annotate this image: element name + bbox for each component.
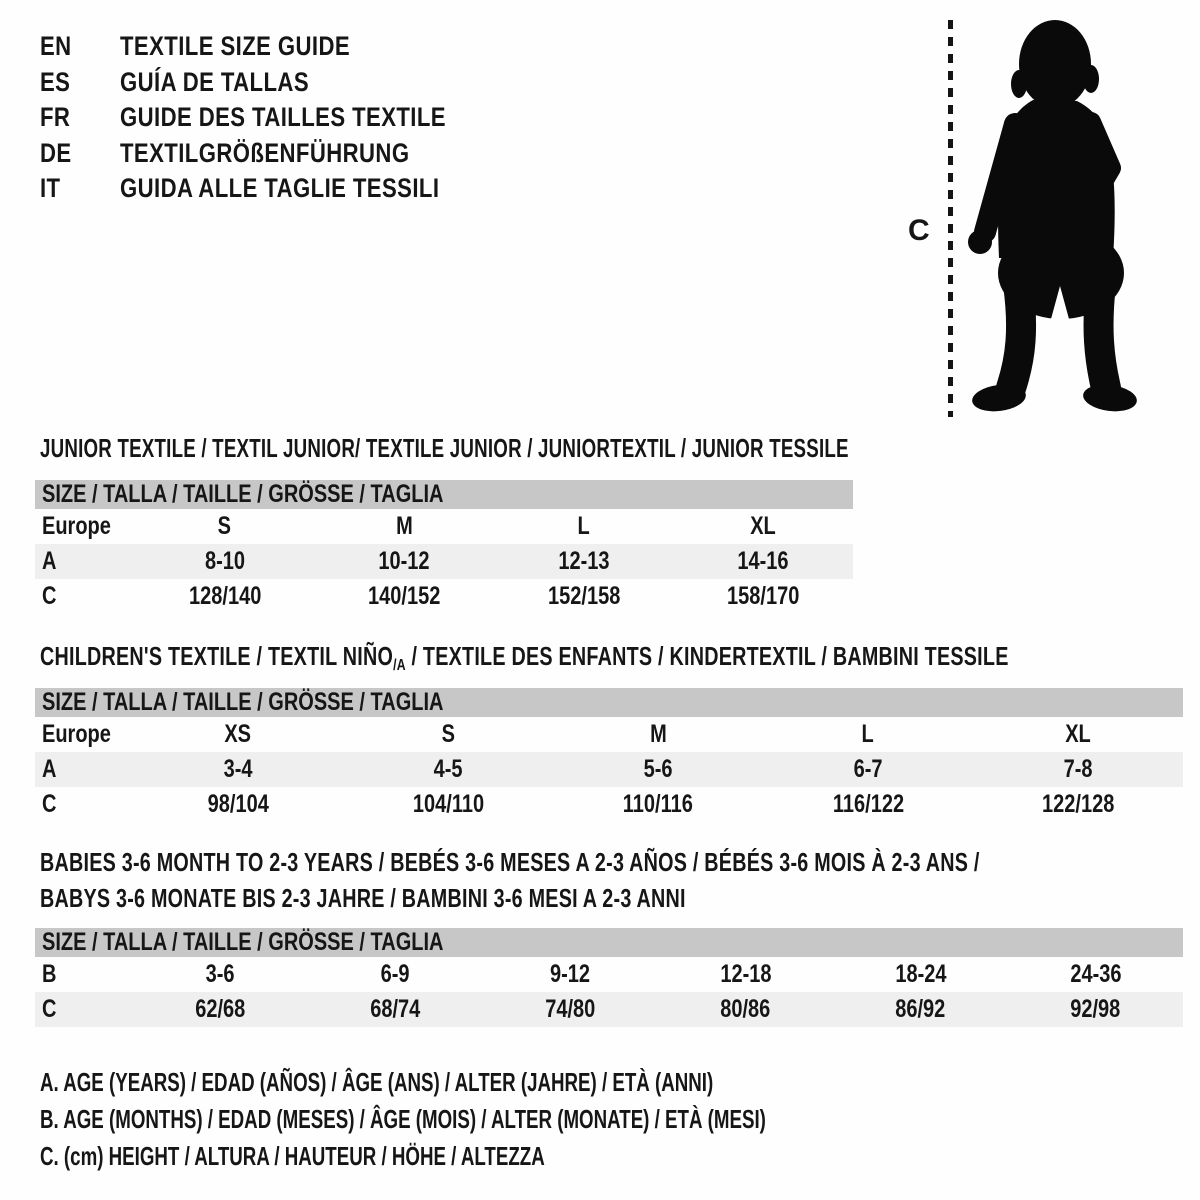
junior-section-title: JUNIOR TEXTILE / TEXTIL JUNIOR/ TEXTILE JUNIOR / JUNIORTEXTIL / JUNIOR TESSILE <box>40 433 849 463</box>
height-value: 122/128 <box>1041 790 1115 818</box>
age-value: 3-4 <box>223 755 253 783</box>
children-height-row <box>35 787 1183 822</box>
language-title-block <box>40 29 518 207</box>
babies-height-row <box>35 992 1183 1027</box>
language-row-it <box>40 171 518 207</box>
age-value: 14-16 <box>737 547 789 575</box>
size-value: L <box>861 720 875 748</box>
babies-section-title-line1: BABIES 3-6 MONTH TO 2-3 YEARS / BEBÉS 3-6 MESES A 2-3 AÑOS / BÉBÉS 3-6 MOIS À 2-3 ANS / <box>40 847 980 877</box>
months-value: 24-36 <box>1069 960 1122 988</box>
language-row-en <box>40 29 518 65</box>
age-value: 4-5 <box>433 755 463 783</box>
children-size-table <box>35 688 1183 822</box>
size-value: M <box>395 512 413 540</box>
guide-title-en: TEXTILE SIZE GUIDE <box>120 31 351 62</box>
months-value: 12-18 <box>719 960 772 988</box>
height-value: 74/80 <box>545 995 596 1023</box>
toddler-silhouette-icon <box>963 18 1140 416</box>
size-value: S <box>441 720 455 748</box>
babies-size-table <box>35 928 1183 1027</box>
size-value: L <box>577 512 590 540</box>
height-value: 152/158 <box>547 582 620 610</box>
junior-size-table <box>35 480 853 614</box>
age-value: 8-10 <box>204 547 245 575</box>
size-header-bar: SIZE / TALLA / TAILLE / GRÖSSE / TAGLIA <box>35 928 1183 957</box>
children-section-title: CHILDREN'S TEXTILE / TEXTIL NIÑO/A / TEXTILE DES ENFANTS / KINDERTEXTIL / BAMBINI TESSILE <box>40 641 1009 674</box>
height-value: 62/68 <box>195 995 246 1023</box>
row-label: B <box>42 960 57 988</box>
guide-title-de: TEXTILGRÖßENFÜHRUNG <box>120 137 410 168</box>
months-value: 6-9 <box>381 960 410 988</box>
row-label: C <box>42 995 57 1023</box>
junior-age-row <box>35 544 853 579</box>
guide-title-es: GUÍA DE TALLAS <box>120 66 310 97</box>
language-code: IT <box>40 173 61 204</box>
size-header-bar: SIZE / TALLA / TAILLE / GRÖSSE / TAGLIA <box>35 688 1183 717</box>
row-label: A <box>42 547 57 575</box>
junior-europe-row <box>35 509 853 544</box>
measurement-legend <box>40 1064 1048 1175</box>
nino-a-subscript: /A <box>393 655 406 674</box>
height-measure-dashed-line <box>948 20 953 417</box>
height-value: 158/170 <box>727 582 800 610</box>
months-value: 18-24 <box>894 960 947 988</box>
height-value: 68/74 <box>370 995 421 1023</box>
height-value: 128/140 <box>188 582 261 610</box>
language-code: EN <box>40 31 72 62</box>
language-row-fr <box>40 100 518 136</box>
age-value: 5-6 <box>643 755 673 783</box>
row-label: Europe <box>42 512 111 540</box>
height-value: 80/86 <box>720 995 771 1023</box>
babies-months-row <box>35 957 1183 992</box>
babies-section-title-line2: BABYS 3-6 MONATE BIS 2-3 JAHRE / BAMBINI 3-6 MESI A 2-3 ANNI <box>40 883 686 913</box>
size-value: XL <box>1065 720 1091 748</box>
language-code: FR <box>40 102 71 133</box>
height-value: 98/104 <box>207 790 269 818</box>
language-row-de <box>40 136 518 172</box>
height-value: 116/122 <box>832 790 904 818</box>
height-value: 92/98 <box>1070 995 1121 1023</box>
age-value: 12-13 <box>558 547 610 575</box>
children-age-row <box>35 752 1183 787</box>
size-value: XS <box>224 720 252 748</box>
guide-title-fr: GUIDE DES TAILLES TEXTILE <box>120 102 446 133</box>
language-code: DE <box>40 137 72 168</box>
row-label: C <box>42 582 57 610</box>
junior-height-row <box>35 579 853 614</box>
children-europe-row <box>35 717 1183 752</box>
size-value: M <box>649 720 667 748</box>
size-header-bar: SIZE / TALLA / TAILLE / GRÖSSE / TAGLIA <box>35 480 853 509</box>
row-label: Europe <box>42 720 111 748</box>
size-value: XL <box>750 512 777 540</box>
language-row-es <box>40 65 518 101</box>
age-value: 10-12 <box>378 547 430 575</box>
height-value: 86/92 <box>895 995 946 1023</box>
size-value: S <box>218 512 232 540</box>
height-measure-label: C <box>908 214 930 247</box>
height-value: 110/116 <box>622 790 694 818</box>
height-value: 104/110 <box>412 790 484 818</box>
age-value: 6-7 <box>853 755 883 783</box>
age-value: 7-8 <box>1063 755 1093 783</box>
height-value: 140/152 <box>368 582 441 610</box>
row-label: C <box>42 790 57 818</box>
legend-age-months: B. AGE (MONTHS) / EDAD (MESES) / ÂGE (MOIS) / ALTER (MONATE) / ETÀ (MESI) <box>40 1104 766 1134</box>
language-code: ES <box>40 66 71 97</box>
months-value: 3-6 <box>206 960 235 988</box>
legend-height-cm: C. (cm) HEIGHT / ALTURA / HAUTEUR / HÖHE / ALTEZZA <box>40 1141 545 1171</box>
row-label: A <box>42 755 57 783</box>
legend-age-years: A. AGE (YEARS) / EDAD (AÑOS) / ÂGE (ANS) / ALTER (JAHRE) / ETÀ (ANNI) <box>40 1067 714 1097</box>
guide-title-it: GUIDA ALLE TAGLIE TESSILI <box>120 173 440 204</box>
months-value: 9-12 <box>550 960 591 988</box>
